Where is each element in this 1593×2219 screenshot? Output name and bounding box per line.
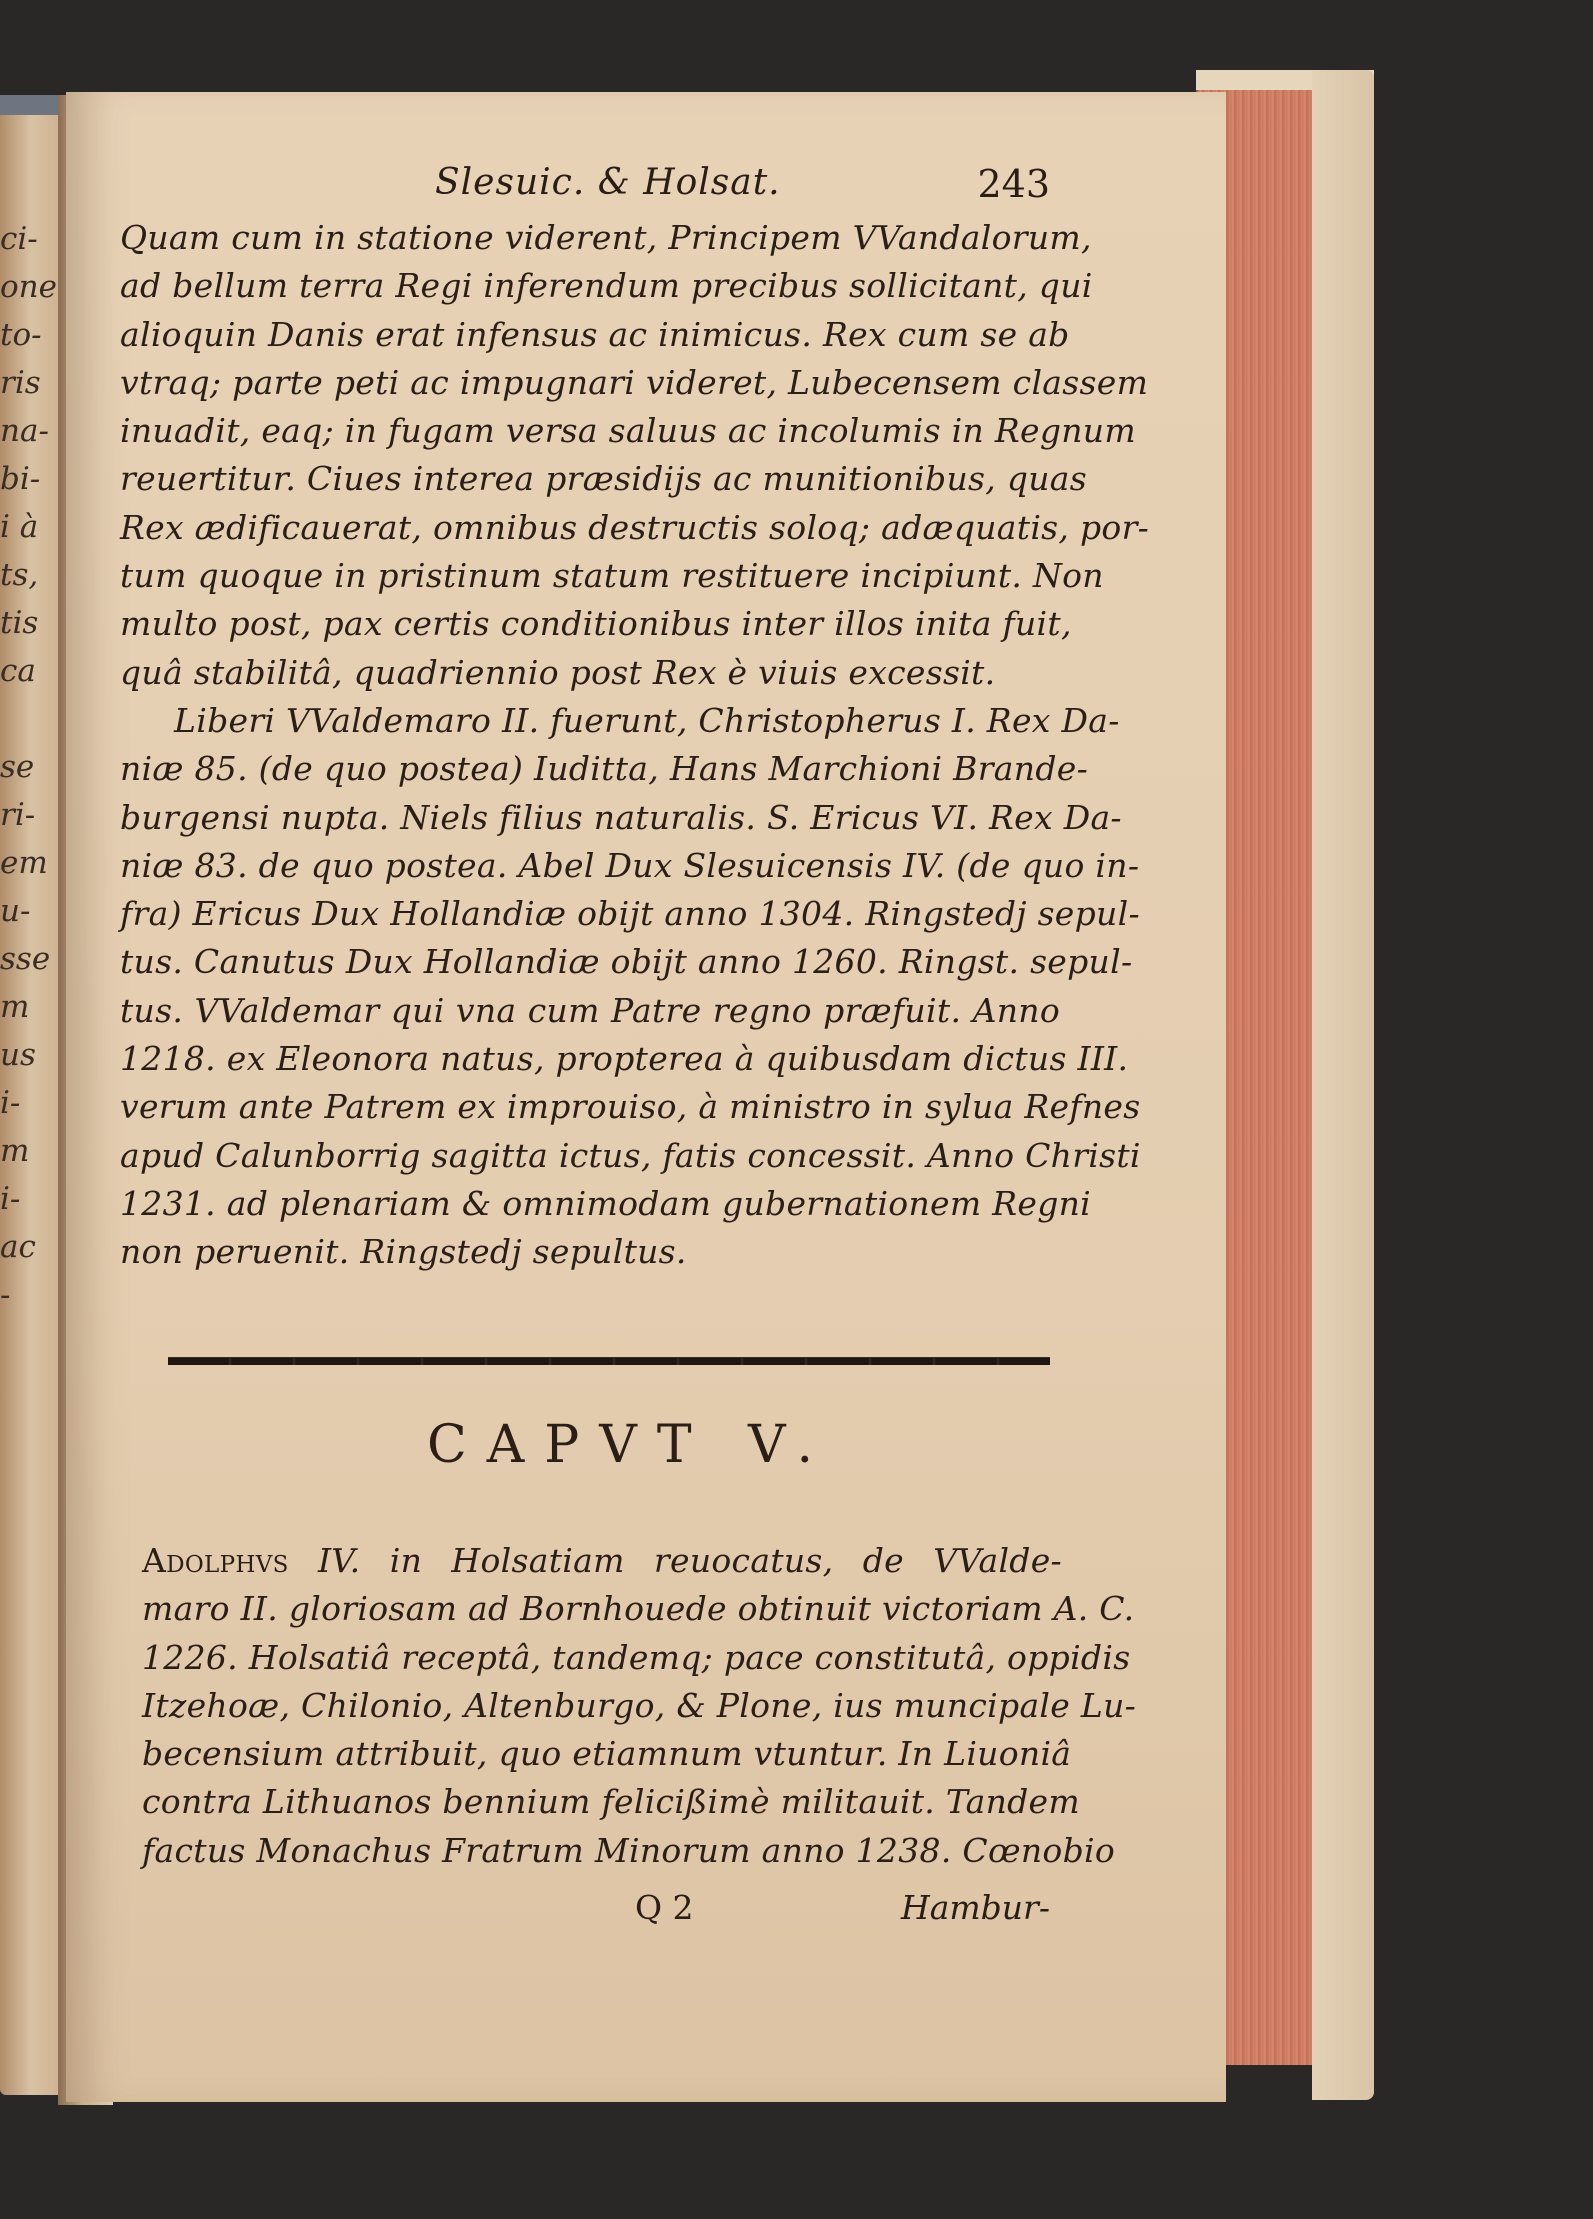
- text-line: contra Lithuanos bennium felicißimè militauit. Tandem: [142, 1782, 1080, 1822]
- running-head: [140, 162, 1060, 208]
- text-line: [142, 1537, 1062, 1585]
- left-margin-fragment: bi-: [0, 461, 41, 497]
- text-line: reuertitur. Ciues interea præsidijs ac munitionibus, quas: [120, 459, 1088, 499]
- text-line: factus Monachus Fratrum Minorum anno 1238. Cœnobio: [142, 1830, 1116, 1870]
- text-line: Liberi VValdemaro II. fuerunt, Christopherus I. Rex Da-: [174, 700, 1120, 740]
- text-line: Rex ædificauerat, omnibus destructis soloq; adæquatis, por-: [120, 507, 1150, 547]
- text-line: tus. Canutus Dux Hollandiæ obijt anno 1260. Ringst. sepul-: [120, 942, 1133, 982]
- left-margin-fragment: tis: [0, 605, 39, 641]
- left-margin-fragment: [0, 695, 40, 743]
- text-line: Itzehoæ, Chilonio, Altenburgo, & Plone, ius muncipale Lu-: [142, 1685, 1137, 1725]
- text-line: niæ 83. de quo postea. Abel Dux Slesuicensis IV. (de quo in-: [120, 845, 1140, 885]
- text-line: multo post, pax certis conditionibus inter illos inita fuit,: [120, 604, 1072, 644]
- left-margin-fragment: [0, 1367, 40, 1415]
- left-margin-fragment: i-: [0, 1181, 21, 1217]
- left-margin-fragment: ts,: [0, 557, 39, 593]
- left-margin-fragment: ca: [0, 653, 36, 689]
- lead-word: Adolphvs: [142, 1541, 289, 1580]
- left-margin-fragment: m: [0, 989, 30, 1025]
- page-number: 243: [977, 162, 1050, 206]
- left-margin-fragment: [0, 1319, 40, 1367]
- text-line: tus. VValdemar qui vna cum Patre regno præfuit. Anno: [120, 990, 1060, 1030]
- text-line: non peruenit. Ringstedj sepultus.: [120, 1232, 687, 1272]
- left-margin-fragment: em: [0, 845, 48, 881]
- text-line: vtraq; parte peti ac impugnari videret, Lubecensem classem: [120, 362, 1149, 402]
- lead-line-rest: IV. in Holsatiam reuocatus, de VValde-: [288, 1541, 1062, 1580]
- left-margin-fragment: to-: [0, 317, 42, 353]
- section-divider: [168, 1357, 1050, 1365]
- left-margin-fragment: ri-: [0, 797, 36, 833]
- text-line: Quam cum in statione viderent, Principem VVandalorum,: [120, 218, 1092, 257]
- left-margin-fragment: u-: [0, 893, 31, 929]
- body-text: [120, 214, 1150, 1277]
- left-margin-fragment: na-: [0, 413, 49, 449]
- left-page-margin-text: [0, 215, 57, 1415]
- left-margin-fragment: us: [0, 1037, 36, 1073]
- catchword: Hambur-: [900, 1888, 1050, 1927]
- text-line: 1231. ad plenariam & omnimodam gubernationem Regni: [120, 1183, 1092, 1223]
- left-margin-fragment: ac: [0, 1229, 36, 1265]
- text-line: inuadit, eaq; in fugam versa saluus ac incolumis in Regnum: [120, 411, 1136, 451]
- text-line: niæ 85. (de quo postea) Iuditta, Hans Marchioni Brande-: [120, 749, 1089, 789]
- left-margin-fragment: i à: [0, 509, 39, 545]
- left-margin-fragment: one: [0, 269, 57, 305]
- text-line: fra) Ericus Dux Hollandiæ obijt anno 1304. Ringstedj sepul-: [120, 894, 1140, 934]
- text-line: 1226. Holsatiâ receptâ, tandemq; pace constitutâ, oppidis: [142, 1637, 1131, 1677]
- left-margin-fragment: ci-: [0, 221, 38, 257]
- page-footer: [140, 1888, 1060, 1934]
- text-line: apud Calunborrig sagitta ictus, fatis concessit. Anno Christi: [120, 1135, 1141, 1175]
- left-margin-fragment: sse: [0, 941, 51, 977]
- text-line: ad bellum terra Regi inferendum precibus sollicitant, qui: [120, 266, 1093, 306]
- text-line: quâ stabilitâ, quadriennio post Rex è viuis excessit.: [120, 652, 996, 692]
- text-line: verum ante Patrem ex improuiso, à ministro in sylua Refnes: [120, 1087, 1141, 1127]
- signature-mark: Q 2: [635, 1888, 694, 1927]
- running-title: Slesuic. & Holsat.: [435, 162, 781, 203]
- chapter-heading: CAPVT V.: [426, 1415, 834, 1475]
- text-line: 1218. ex Eleonora natus, propterea à quibusdam dictus III.: [120, 1039, 1129, 1079]
- left-margin-fragment: ris: [0, 365, 41, 401]
- text-line: burgensi nupta. Niels filius naturalis. S. Ericus VI. Rex Da-: [120, 797, 1122, 837]
- chapter-text: [142, 1537, 1137, 1875]
- text-line: becensium attribuit, quo etiamnum vtuntur. In Liuoniâ: [142, 1734, 1072, 1774]
- left-margin-fragment: i-: [0, 1085, 21, 1121]
- text-line: tum quoque in pristinum statum restituere incipiunt. Non: [120, 556, 1104, 596]
- left-margin-fragment: se: [0, 749, 35, 785]
- left-margin-fragment: -: [0, 1277, 11, 1313]
- left-margin-fragment: m: [0, 1133, 30, 1169]
- text-line: alioquin Danis erat infensus ac inimicus. Rex cum se ab: [120, 314, 1070, 354]
- cover-board: [1312, 70, 1374, 2100]
- text-line: maro II. gloriosam ad Bornhouede obtinuit victoriam A. C.: [142, 1589, 1135, 1629]
